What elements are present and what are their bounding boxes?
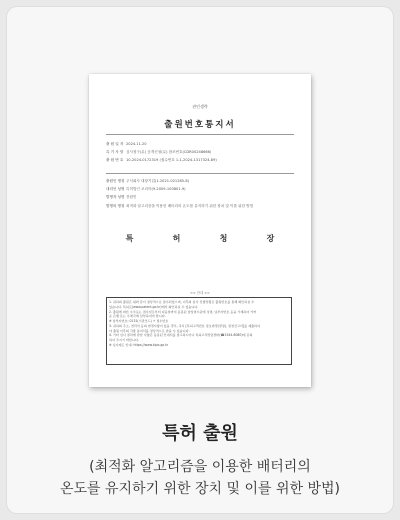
issuer-signature: [106, 233, 294, 244]
issuer-char: 특: [125, 234, 134, 243]
notice-line: ※ 납부자번호: 0131(기관코드) + 접수번호: [109, 319, 169, 323]
field-row: [106, 140, 296, 148]
notice-line: ※ 심사제도 안내: https://www.kipo.go.kr: [109, 342, 169, 347]
applicant-info-fields: [106, 177, 296, 210]
field-value: 전원민: [126, 195, 137, 200]
field-label: 출 원 일 자: [106, 142, 124, 146]
notice-line: 야 출원 이후의 각종 통지서를 정상적으로 받을 수 있습니다.: [109, 328, 190, 333]
caption-title: 특허 출원: [162, 423, 238, 444]
field-value: 특허법인 코리아(9-2009-100801-9): [126, 187, 186, 192]
notice-line: 1. 귀하의 출원은 위와 같이 정상적으로 접수되었으며, 이후의 심사 진행상황은 출원번호를 통해 확인하실 수: [109, 300, 255, 304]
field-label: 출원인 명칭: [106, 179, 125, 183]
field-label: 발명의 명칭: [106, 203, 125, 208]
field-label: 발명자 성명: [106, 195, 125, 200]
field-label: 특 기 사 항: [106, 150, 124, 155]
field-value: 최적화 알고리즘을 이용한 배터리의 온도를 유지하기 위한 장치 및 이를 위한 방법: [126, 203, 254, 208]
field-value: 10-2024-0172319 (접수번호 1-1-2024-1317324-89): [126, 158, 217, 163]
field-row: [106, 185, 296, 193]
document-title: 출원번호통지서: [164, 120, 236, 130]
field-row: [106, 193, 296, 201]
caption-subtitle-line-2: 온도를 유지하기 위한 장치 및 이를 위한 방법): [59, 481, 341, 497]
issuer-char: 장: [266, 234, 275, 243]
field-row: [106, 156, 296, 164]
section-divider: [106, 173, 294, 174]
field-value: 2024.11.20: [126, 142, 147, 146]
field-value: 주식회사 대창기업(1-2021-021285-8): [126, 179, 190, 183]
document-header: 관인생략: [192, 104, 208, 109]
notice-box: [106, 297, 292, 365]
field-row: [106, 177, 296, 185]
patent-notice-document: [89, 74, 311, 387]
field-value: 심사청구(무) 공개신청(무) 참조번호(CDR00248666): [126, 150, 212, 155]
notice-line: 3. 귀하의 주소, 연락처 등의 변경사항이 있을 경우, 즉시 [특허고객번호 정보변경(경정), 정정신고서]를 제출하여: [109, 323, 261, 328]
notice-line: 하여 주시기 바랍니다.: [109, 338, 139, 342]
title-divider: [106, 134, 294, 135]
field-label: 대리인 성명: [106, 187, 125, 192]
notice-line: 4. 기타 심사 절차에 관한 사항은 동봉된 안내서를 참고하시거나 특허고객상담센터(☎1544-8080)에 문의: [109, 333, 253, 338]
field-label: 출 원 번 호: [106, 158, 124, 163]
notice-line: 있습니다. 특허로(www.patent.go.kr)에서 확인하실 수 있습니다.: [109, 304, 199, 309]
caption-subtitle-line-1: (최적화 알고리즘을 이용한 배터리의: [89, 459, 311, 475]
field-row: [106, 202, 296, 210]
issuer-char: 허: [172, 234, 181, 243]
application-info-fields: [106, 140, 296, 165]
notice-line: 2. 출원에 따른 수수료는 접수일로부터 다음날까지 동봉된 납입영수증에 성명, 납부자번호 등을 기재하여 가까: [109, 309, 257, 314]
issuer-char: 청: [219, 234, 228, 243]
notice-line: 운 은행 또는 우체국에 납부하여야 합니다.: [109, 314, 166, 319]
notice-heading: << 안내 >>: [189, 291, 211, 295]
field-row: [106, 148, 296, 156]
